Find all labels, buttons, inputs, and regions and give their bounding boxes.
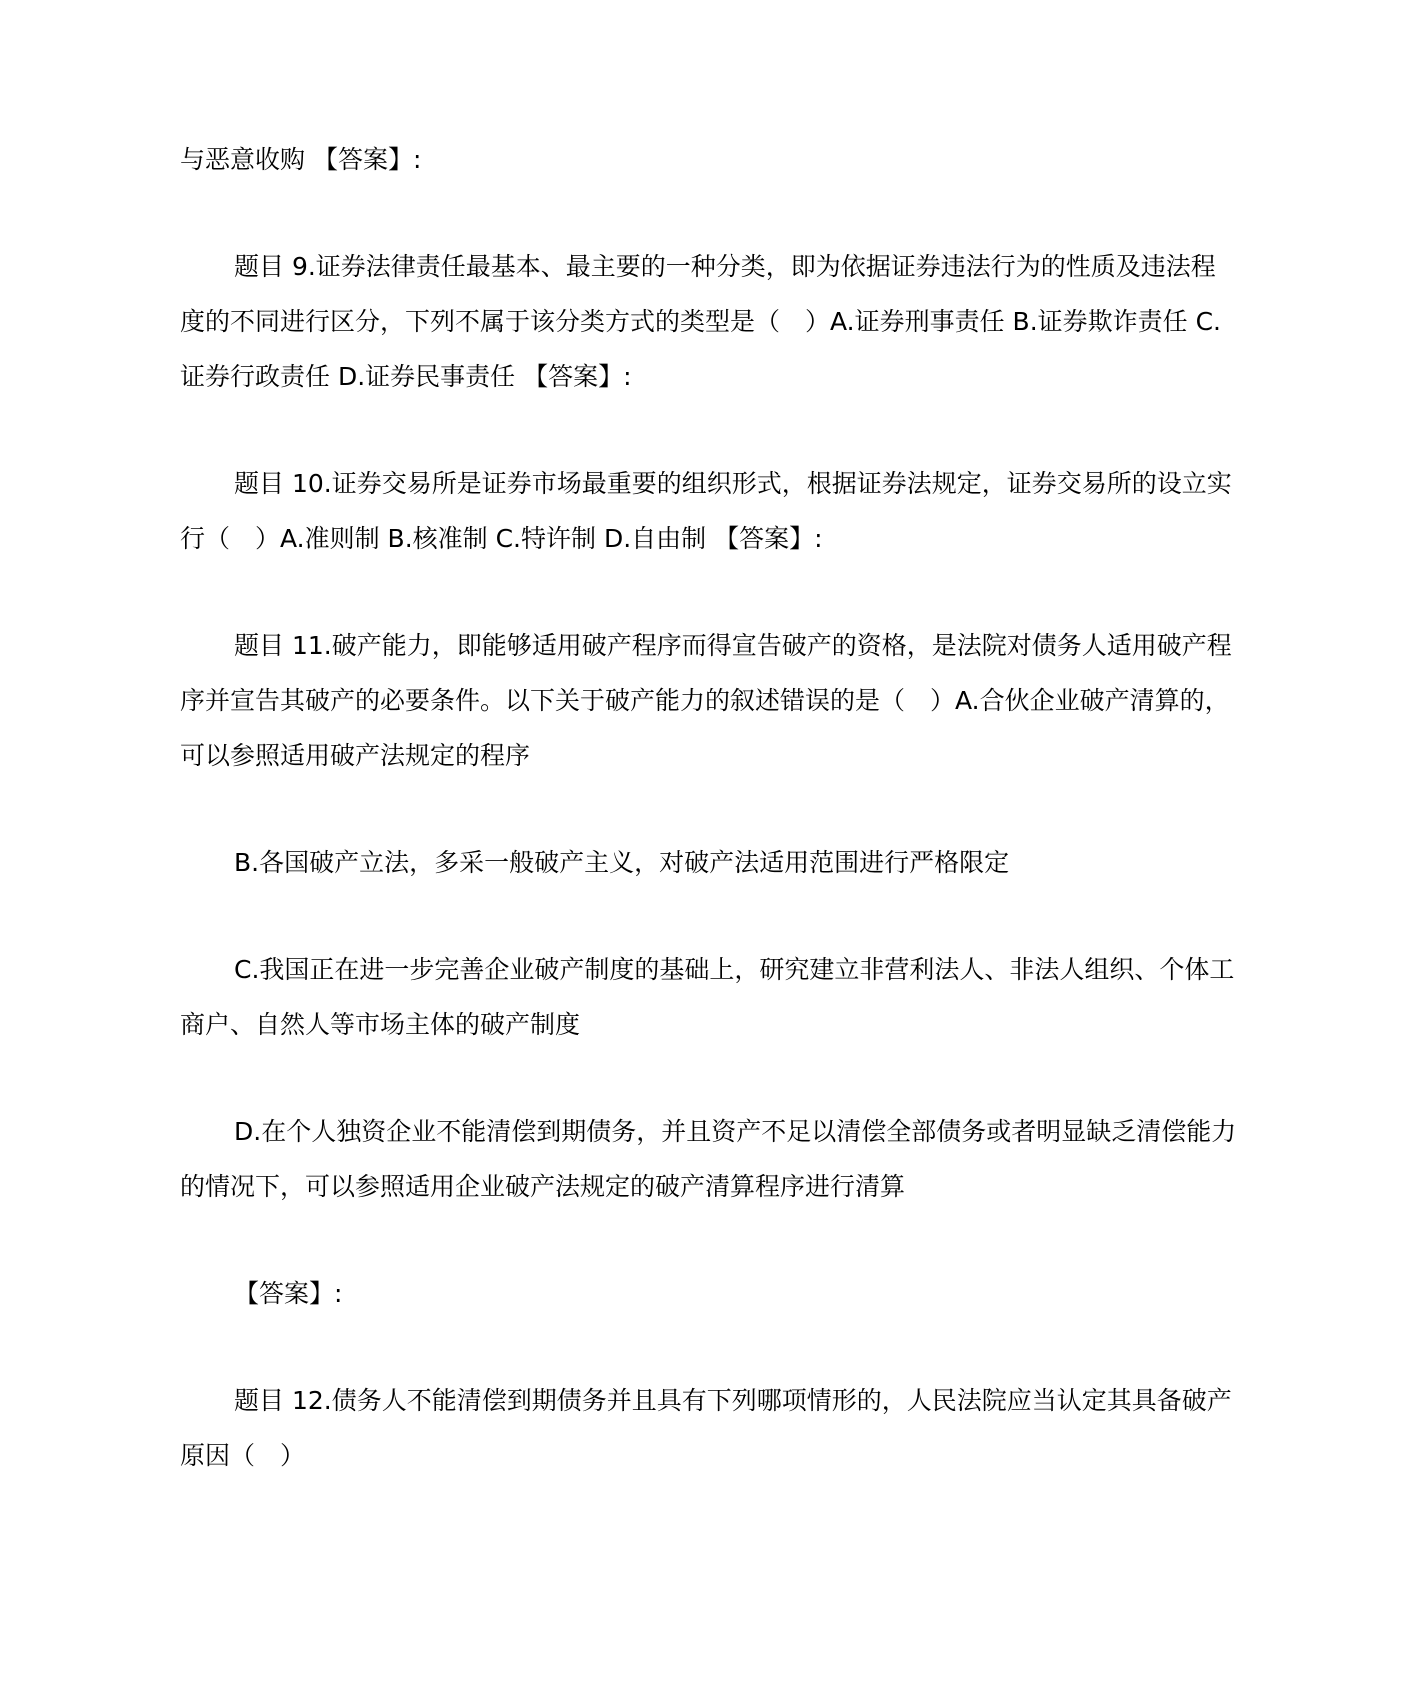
- question-10: 题目 10.证券交易所是证券市场最重要的组织形式，根据证券法规定，证券交易所的设立实行（ ）A.准则制 B.核准制 C.特许制 D.自由制 【答案】:: [180, 469, 1232, 553]
- spacer: [180, 566, 1240, 618]
- answer-label: 【答案】:: [234, 1279, 343, 1308]
- spacer: [180, 404, 1240, 456]
- spacer: [180, 1321, 1240, 1373]
- spacer: [180, 187, 1240, 239]
- spacer: [180, 1052, 1240, 1104]
- paragraph-tail: 与恶意收购 【答案】:: [180, 145, 422, 174]
- question-9: 题目 9.证券法律责任最基本、最主要的一种分类，即为依据证券违法行为的性质及违法程度的不同进行区分，下列不属于该分类方式的类型是（ ）A.证券刑事责任 B.证券欺诈责任 C.证券行政责任 D.证券民事责任 【答案】:: [180, 252, 1222, 391]
- option-d: D.在个人独资企业不能清偿到期债务，并且资产不足以清偿全部债务或者明显缺乏清偿能力的情况下，可以参照适用企业破产法规定的破产清算程序进行清算: [180, 1117, 1237, 1201]
- question-11: 题目 11.破产能力，即能够适用破产程序而得宣告破产的资格，是法院对债务人适用破产程序并宣告其破产的必要条件。以下关于破产能力的叙述错误的是（ ）A.合伙企业破产清算的，可以参照适用破产法规定的程序: [180, 631, 1232, 770]
- option-b: B.各国破产立法，多采一般破产主义，对破产法适用范围进行严格限定: [234, 848, 1010, 877]
- spacer: [180, 1214, 1240, 1266]
- spacer: [180, 783, 1240, 835]
- document-page: [180, 132, 1240, 1483]
- option-c: C.我国正在进一步完善企业破产制度的基础上，研究建立非营利法人、非法人组织、个体工商户、自然人等市场主体的破产制度: [180, 955, 1235, 1039]
- question-12: 题目 12.债务人不能清偿到期债务并且具有下列哪项情形的，人民法院应当认定其具备破产原因（ ）: [180, 1386, 1232, 1470]
- spacer: [180, 890, 1240, 942]
